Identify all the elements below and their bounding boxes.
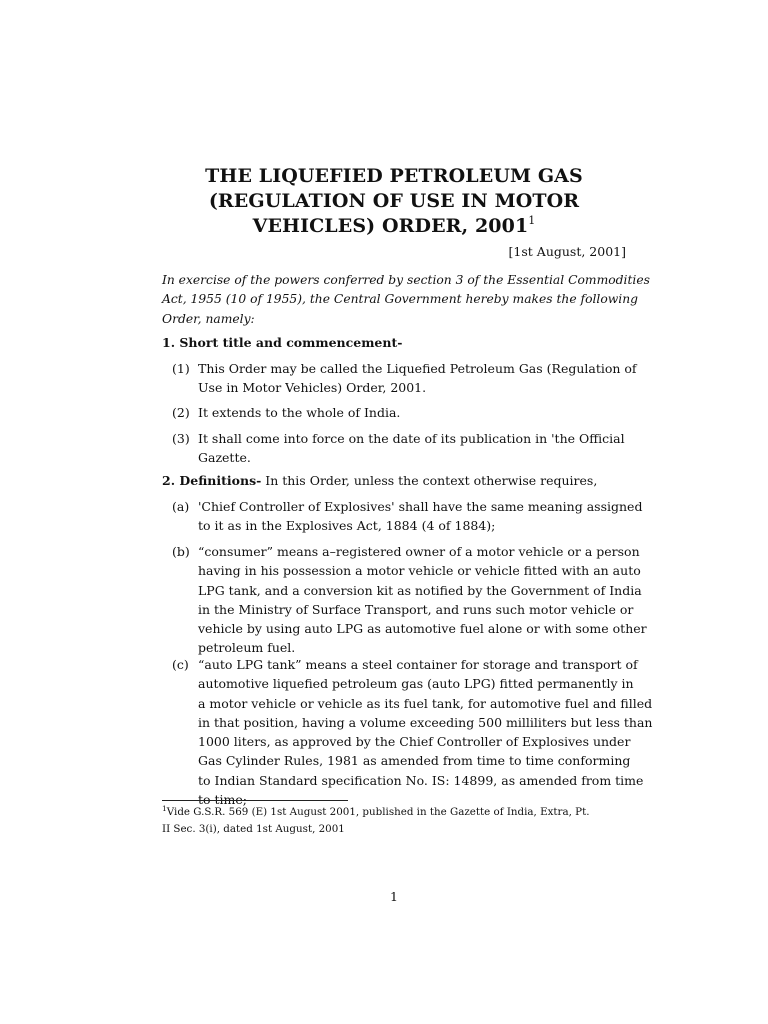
item-line: 'Chief Controller of Explosives' shall have the same meaning assigned: [198, 499, 643, 514]
preamble-line: Act, 1955 (10 of 1955), the Central Government hereby makes the following: [162, 292, 638, 307]
item-line: 1000 liters, as approved by the Chief Controller of Explosives under: [198, 734, 631, 750]
item-line: petroleum fuel.: [198, 640, 296, 656]
section-heading-text: 2. Definitions-: [162, 473, 262, 488]
footnote-mark: 1: [162, 804, 167, 813]
item-line: to it as in the Explosives Act, 1884 (4 of 1884);: [198, 518, 496, 534]
item-line: automotive liquefied petroleum gas (auto LPG) fitted permanently in: [198, 676, 634, 692]
footnote-line: II Sec. 3(i), dated 1st August, 2001: [162, 823, 345, 835]
item-line: “auto LPG tank” means a steel container for storage and transport of: [198, 657, 638, 672]
item-line: Gazette.: [198, 450, 251, 466]
section-2-heading: [162, 472, 597, 490]
document-title: [162, 164, 626, 239]
title-footnote-mark: 1: [528, 214, 536, 227]
preamble: [162, 271, 650, 329]
item-label: (c): [172, 657, 189, 672]
item-line: vehicle by using auto LPG as automotive fuel alone or with some other: [198, 621, 647, 637]
item-line: This Order may be called the Liquefied Petroleum Gas (Regulation of: [198, 361, 637, 376]
section-1-heading: [162, 334, 402, 352]
item-label: (b): [172, 544, 190, 559]
preamble-line: Order, namely:: [162, 311, 255, 326]
section-heading-text: 1. Short title and commencement-: [162, 335, 403, 350]
item-line: Use in Motor Vehicles) Order, 2001.: [198, 380, 427, 396]
item-label: (3): [172, 431, 190, 446]
item-text: [198, 497, 642, 536]
title-line: [162, 214, 626, 239]
item-line: Gas Cylinder Rules, 1981 as amended from time to time conforming: [198, 753, 631, 769]
item-text: [198, 403, 400, 422]
item-line: in the Ministry of Surface Transport, and runs such motor vehicle or: [198, 601, 634, 617]
item-line: “consumer” means a–registered owner of a motor vehicle or a person: [198, 544, 640, 559]
enactment-date: [1st August, 2001]: [508, 244, 626, 259]
item-label: (1): [172, 361, 190, 376]
item-label: (2): [172, 405, 190, 420]
item-line: It shall come into force on the date of its publication in 'the Official: [198, 431, 625, 446]
item-line: having in his possession a motor vehicle or vehicle fitted with an auto: [198, 563, 641, 579]
item-line: to Indian Standard specification No. IS: 14899, as amended from time: [198, 772, 644, 788]
item-text: [198, 655, 652, 809]
footnote: [162, 804, 632, 838]
item-text: [198, 359, 637, 398]
page-number: 1: [390, 889, 398, 904]
title-line: THE LIQUEFIED PETROLEUM GAS: [205, 165, 583, 187]
footnote-line: [162, 804, 632, 821]
item-line: It extends to the whole of India.: [198, 405, 401, 420]
preamble-line: In exercise of the powers conferred by section 3 of the Essential Commodities: [162, 273, 650, 287]
item-line: LPG tank, and a conversion kit as notified by the Government of India: [198, 582, 642, 598]
item-label: (a): [172, 499, 190, 514]
section-intro: In this Order, unless the context otherwise requires,: [261, 473, 598, 488]
footnote-divider: [162, 800, 348, 801]
item-text: [198, 542, 647, 658]
footnote-text: Vide G.S.R. 569 (E) 1st August 2001, published in the Gazette of India, Extra, Pt.: [166, 806, 590, 818]
item-line: a motor vehicle or vehicle as its fuel tank, for automotive fuel and filled: [198, 695, 653, 711]
item-line: in that position, having a volume exceeding 500 milliliters but less than: [198, 714, 653, 730]
title-line: (REGULATION OF USE IN MOTOR: [208, 190, 580, 212]
item-text: [198, 429, 625, 468]
item-line: to time;: [198, 792, 248, 808]
title-line-text: VEHICLES) ORDER, 2001: [252, 215, 529, 237]
